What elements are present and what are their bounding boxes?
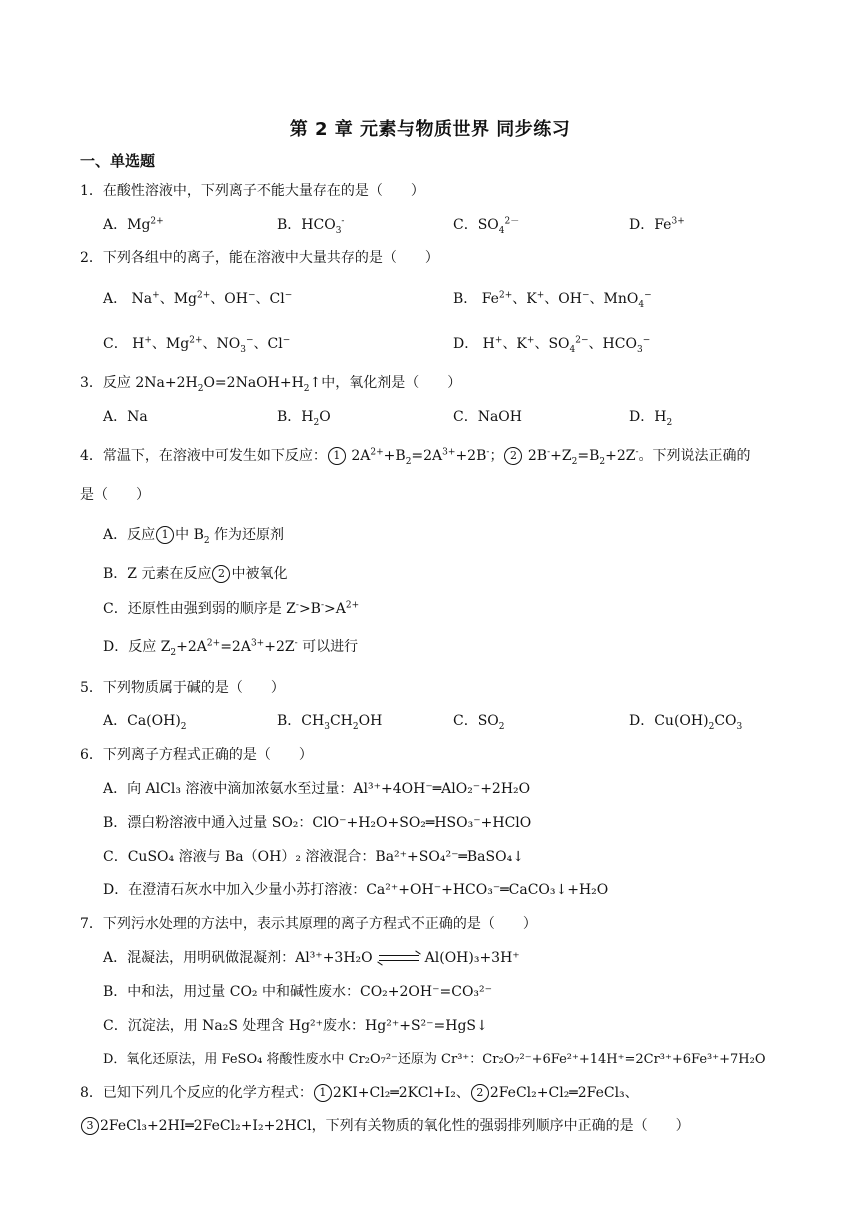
question-4-stem-cont: 是（ ） <box>80 487 150 503</box>
q4-option-a: A．反应 1 中 $B_2$ 作为还原剂 <box>103 527 285 546</box>
question-8-stem: 8．已知下列几个反应的化学方程式： 1 2KI+Cl₂═2KCl+I₂、 2 2FeCl₂+Cl₂═2FeCl₃、 <box>80 1085 639 1101</box>
q6-option-b: B．漂白粉溶液中通入过量 SO₂：ClO⁻+H₂O+SO₂═HSO₃⁻+HClO <box>103 815 532 831</box>
q5-option-b: B．$CH_3CH_2OH$ <box>277 713 383 732</box>
circled-number-1: 1 <box>314 1084 332 1102</box>
circled-number-2: 2 <box>471 1084 489 1102</box>
q3-option-b: B．$H_2O$ <box>277 409 331 428</box>
q1-option-d: D．$Fe^{3+}$ <box>629 216 685 233</box>
section-heading: 一、单选题 <box>80 152 156 170</box>
question-8-stem-cont: 3 2FeCl₃+2HI═2FeCl₂+I₂+2HCl，下列有关物质的氧化性的强弱排列顺序中正确的是（ ） <box>80 1115 690 1135</box>
q4-option-b: B．Z 元素在反应 2 中被氧化 <box>103 566 288 582</box>
q5-option-d: D．$Cu(OH)_2CO_3$ <box>629 713 743 732</box>
q7-option-a: A．混凝法，用明矾做混凝剂：Al³⁺+3H₂O Al(OH)₃+3H⁺ <box>103 950 520 966</box>
q1-option-a: A．$Mg^{2+}$ <box>103 216 164 233</box>
circled-number-2: 2 <box>504 447 522 465</box>
equilibrium-arrow-icon <box>379 953 419 963</box>
q7-option-d: D．氧化还原法，用 FeSO₄ 将酸性废水中 Cr₂O₇²⁻还原为 Cr³⁺：Cr₂O₇²⁻+6Fe²⁺+14H⁺=2Cr³⁺+6Fe³⁺+7H₂O <box>103 1052 766 1067</box>
q6-option-d: D．在澄清石灰水中加入少量小苏打溶液：Ca²⁺+OH⁻+HCO₃⁻═CaCO₃↓+H₂O <box>103 882 609 898</box>
q3-option-d: D．$H_2$ <box>629 409 673 428</box>
q3-option-a: A．Na <box>103 409 148 425</box>
circled-number-1: 1 <box>156 526 174 544</box>
q4-option-c: C．还原性由强到弱的顺序是 $Z^->B^->A^{2+}$ <box>103 600 360 617</box>
q3-option-c: C．NaOH <box>453 409 522 425</box>
q7-option-c: C．沉淀法，用 Na₂S 处理含 Hg²⁺废水：Hg²⁺+S²⁻=HgS↓ <box>103 1018 488 1034</box>
q2-option-a: A． Na+、$Mg^{2+}$、OH−、Cl− <box>103 290 293 307</box>
question-5-stem: 5．下列物质属于碱的是（ ） <box>80 680 285 696</box>
q2-option-c: C． H+、$Mg^{2+}$、$NO_3^-$、Cl− <box>103 335 291 355</box>
q5-option-c: C．$SO_2$ <box>453 713 505 732</box>
circled-number-3: 3 <box>81 1117 99 1135</box>
q2-option-d: D． H+、K+、$SO_4^{2-}$、$HCO_3^-$ <box>453 335 651 355</box>
question-6-stem: 6．下列离子方程式正确的是（ ） <box>80 747 313 763</box>
circled-number-2: 2 <box>212 565 230 583</box>
question-7-stem: 7．下列污水处理的方法中，表示其原理的离子方程式不正确的是（ ） <box>80 916 537 932</box>
question-4-stem: 4．常温下，在溶液中可发生如下反应： 1 $2A^{2+}+B_2=2A^{3+}+2B^-$； 2 $2B^-+Z_2=B_2+2Z^-$。下列说法正确的 <box>80 447 751 467</box>
q5-option-a: A．$Ca(OH)_2$ <box>103 713 187 732</box>
q6-option-a: A．向 AlCl₃ 溶液中滴加浓氨水至过量：Al³⁺+4OH⁻═AlO₂⁻+2H₂O <box>103 781 531 797</box>
q4-option-d: D．反应 $Z_2+2A^{2+}=2A^{3+}+2Z^-$ 可以进行 <box>103 638 359 658</box>
q7-option-b: B．中和法，用过量 CO₂ 中和碱性废水：CO₂+2OH⁻=CO₃²⁻ <box>103 984 493 1000</box>
circled-number-1: 1 <box>328 447 346 465</box>
page-title: 第 2 章 元素与物质世界 同步练习 <box>289 119 571 140</box>
question-1-stem: 1．在酸性溶液中，下列离子不能大量存在的是（ ） <box>80 183 425 199</box>
q6-option-c: C．CuSO₄ 溶液与 Ba（OH）₂ 溶液混合：Ba²⁺+SO₄²⁻═BaSO₄↓ <box>103 849 524 865</box>
q1-option-c: C．$SO_4^{2-}$ <box>453 216 520 236</box>
q2-option-b: B． $Fe^{2+}$、K+、OH−、MnO$_4$− <box>453 290 652 310</box>
question-2-stem: 2．下列各组中的离子，能在溶液中大量共存的是（ ） <box>80 250 439 266</box>
question-3-stem: 3．反应 $2Na+2H_2O=2NaOH+H_2↑$中，氧化剂是（ ） <box>80 375 462 394</box>
q1-option-b: B．$HCO_3^-$ <box>277 216 345 236</box>
